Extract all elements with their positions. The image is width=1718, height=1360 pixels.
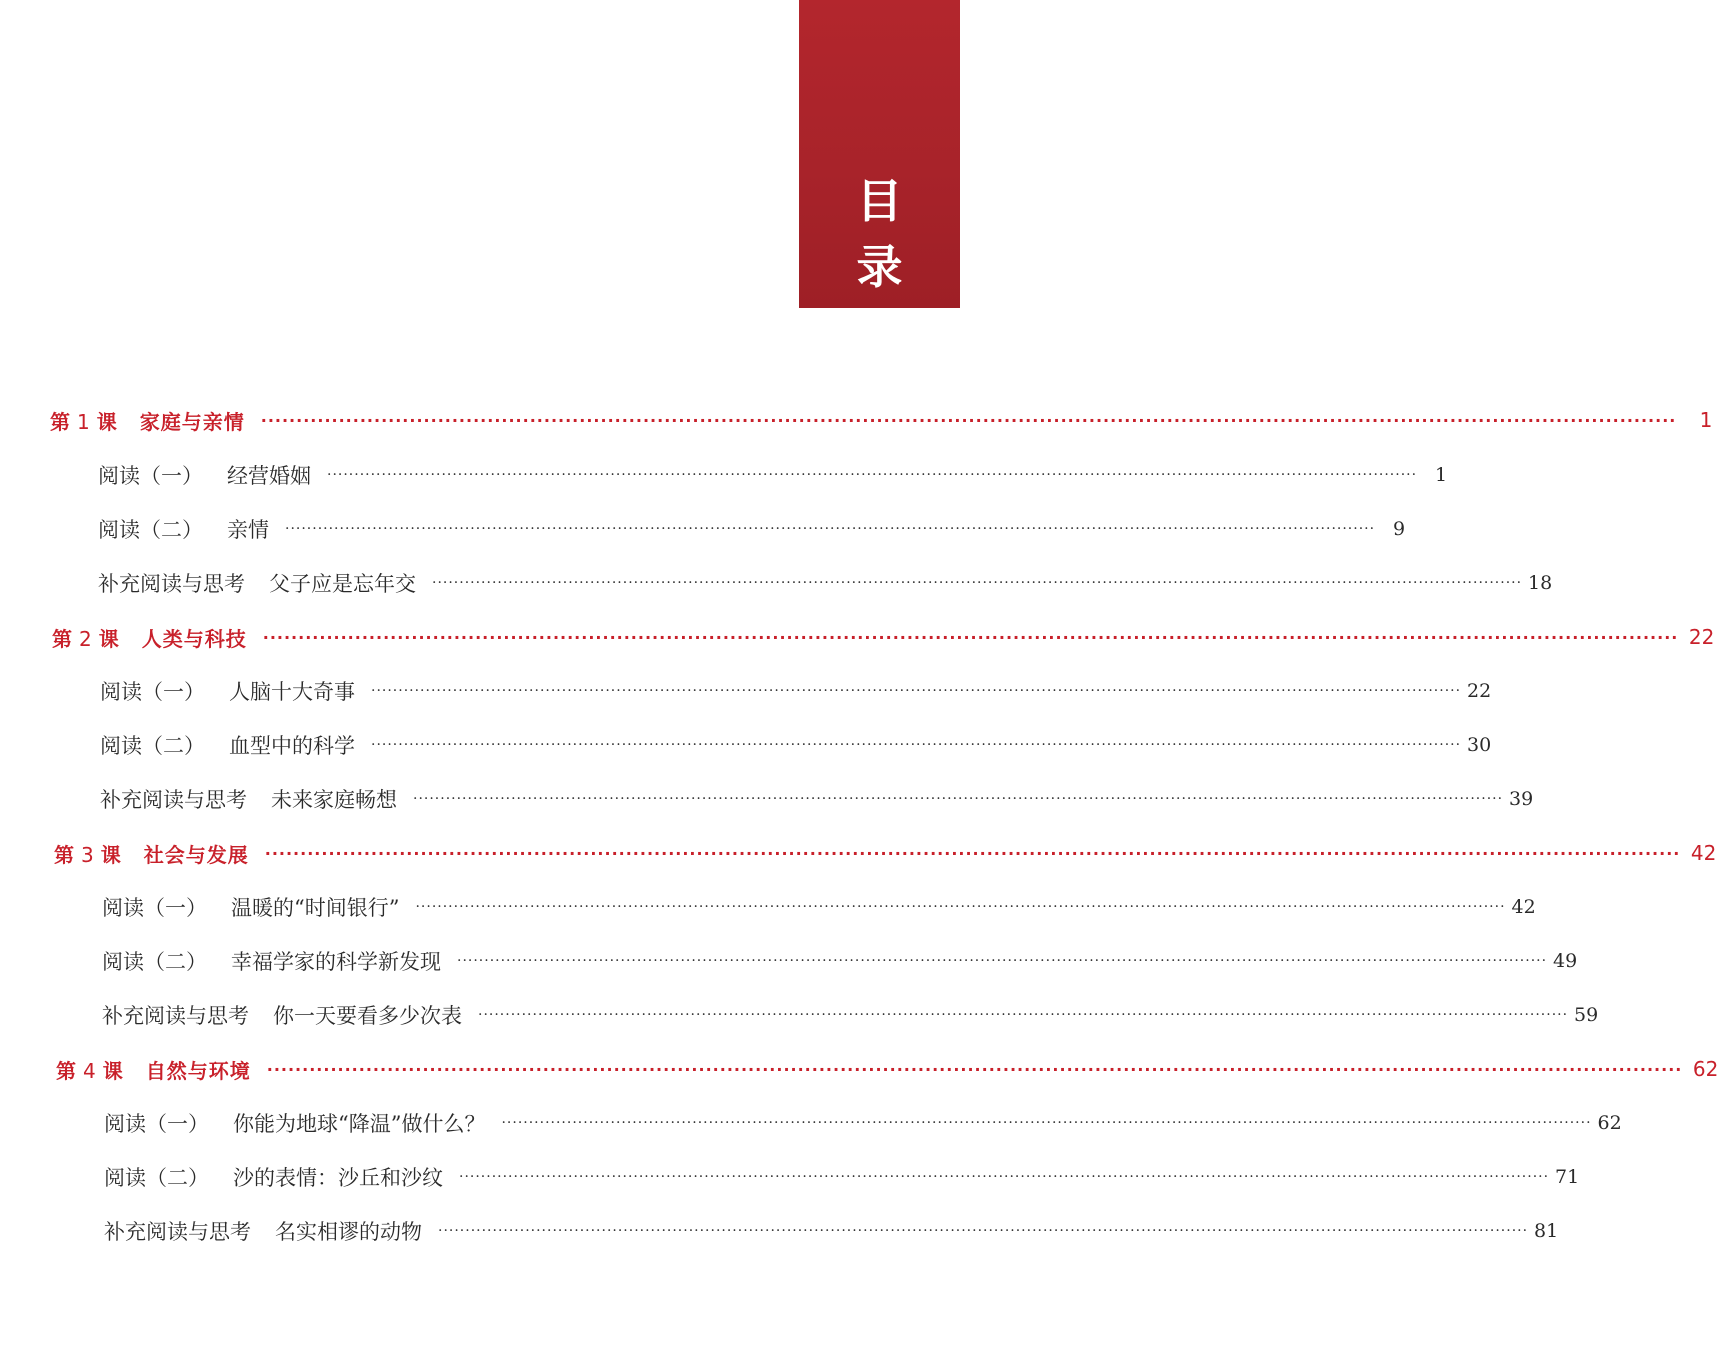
entry-title: 亲情 [227, 518, 269, 542]
entry-heading [104, 1162, 443, 1192]
dot-leader: ········································································································································································································ [501, 1115, 1592, 1131]
entry-title: 你能为地球“降温”做什么？ [233, 1112, 486, 1136]
toc-lesson-row[interactable] [54, 836, 1717, 870]
entry-title: 人脑十大奇事 [229, 680, 355, 704]
toc-entry-row[interactable] [100, 782, 1534, 816]
lesson-prefix: 第 [52, 626, 73, 651]
entry-title: 未来家庭畅想 [271, 788, 397, 812]
toc-entry-row[interactable] [104, 1160, 1580, 1194]
toc-entry-row[interactable] [100, 728, 1492, 762]
lesson-suffix: 课 [102, 1058, 124, 1083]
page-number: 22 [1688, 625, 1715, 649]
page-number: 1 [1434, 464, 1448, 486]
entry-heading [100, 730, 355, 760]
entry-heading [98, 460, 311, 490]
page-number: 39 [1509, 788, 1534, 810]
entry-label: 阅读（一） [100, 680, 205, 704]
toc-lesson-row[interactable] [52, 620, 1715, 654]
entry-heading [100, 676, 355, 706]
entry-heading [98, 514, 269, 544]
page-number: 30 [1467, 734, 1492, 756]
entry-heading [102, 946, 441, 976]
dot-leader: ········································································································································································································ [260, 410, 1677, 430]
entry-title: 沙的表情：沙丘和沙纹 [233, 1166, 443, 1190]
entry-label: 阅读（一） [98, 464, 203, 488]
page-number: 81 [1534, 1220, 1559, 1242]
page-number: 62 [1597, 1112, 1622, 1134]
lesson-prefix: 第 [50, 409, 71, 434]
entry-title: 血型中的科学 [229, 734, 355, 758]
entry-heading [102, 1000, 462, 1030]
entry-label: 阅读（一） [102, 896, 207, 920]
lesson-prefix: 第 [54, 842, 75, 867]
dot-leader: ········································································································································································································ [478, 1007, 1569, 1023]
lesson-title: 自然与环境 [145, 1058, 251, 1083]
entry-title: 经营婚姻 [227, 464, 311, 488]
page-number: 22 [1467, 680, 1492, 702]
toc-entry-row[interactable] [102, 944, 1578, 978]
entry-label: 补充阅读与思考 [102, 1004, 249, 1028]
page-title: 目 录 [856, 174, 903, 294]
toc-entry-row[interactable] [100, 674, 1492, 708]
lesson-prefix: 第 [56, 1058, 77, 1083]
dot-leader: ········································································································································································································ [327, 467, 1418, 483]
entry-title: 幸福学家的科学新发现 [231, 950, 441, 974]
dot-leader: ········································································································································································································ [266, 1059, 1683, 1079]
entry-label: 阅读（二） [98, 518, 203, 542]
lesson-title: 人类与科技 [141, 626, 247, 651]
toc-entry-row[interactable] [98, 458, 1448, 492]
lesson-heading [56, 1055, 251, 1084]
entry-label: 补充阅读与思考 [98, 572, 245, 596]
entry-label: 补充阅读与思考 [104, 1220, 251, 1244]
lesson-heading [54, 839, 249, 868]
dot-leader: ········································································································································································································ [457, 953, 1548, 969]
lesson-suffix: 课 [98, 626, 120, 651]
lesson-heading [52, 623, 247, 652]
entry-heading [98, 568, 416, 598]
page-number: 49 [1553, 950, 1578, 972]
toc-entry-row[interactable] [98, 512, 1406, 546]
entry-label: 阅读（二） [104, 1166, 209, 1190]
lesson-suffix: 课 [100, 842, 122, 867]
dot-leader: ········································································································································································································ [432, 575, 1523, 591]
dot-leader: ········································································································································································································ [413, 791, 1504, 807]
page-number: 18 [1528, 572, 1553, 594]
lesson-heading [50, 406, 245, 435]
entry-label: 阅读（二） [100, 734, 205, 758]
dot-leader: ········································································································································································································ [438, 1223, 1529, 1239]
entry-title: 你一天要看多少次表 [273, 1004, 462, 1028]
entry-label: 阅读（一） [104, 1112, 209, 1136]
dot-leader: ········································································································································································································ [262, 627, 1679, 647]
entry-heading [104, 1108, 485, 1138]
page-number: 59 [1574, 1004, 1599, 1026]
entry-label: 补充阅读与思考 [100, 788, 247, 812]
dot-leader: ········································································································································································································ [285, 521, 1376, 537]
dot-leader: ········································································································································································································ [371, 737, 1462, 753]
toc-entry-row[interactable] [102, 890, 1536, 924]
toc-entry-row[interactable] [98, 566, 1553, 600]
page-number: 42 [1690, 841, 1717, 865]
page-number: 1 [1699, 408, 1713, 432]
page-number: 62 [1692, 1057, 1718, 1081]
page-number: 71 [1555, 1166, 1580, 1188]
lesson-title: 家庭与亲情 [139, 409, 245, 434]
toc-lesson-row[interactable] [50, 403, 1713, 437]
toc-entry-row[interactable] [102, 998, 1599, 1032]
page-number: 9 [1392, 518, 1406, 540]
dot-leader: ········································································································································································································ [459, 1169, 1550, 1185]
entry-heading [102, 892, 399, 922]
lesson-number: 3 [81, 842, 95, 867]
lesson-suffix: 课 [96, 409, 118, 434]
entry-heading [104, 1216, 422, 1246]
page-number: 42 [1511, 896, 1536, 918]
entry-title: 父子应是忘年交 [269, 572, 416, 596]
entry-label: 阅读（二） [102, 950, 207, 974]
entry-title: 温暖的“时间银行” [231, 896, 400, 920]
toc-entry-row[interactable] [104, 1106, 1622, 1140]
toc-entry-row[interactable] [104, 1214, 1559, 1248]
toc-lesson-row[interactable] [56, 1052, 1718, 1086]
dot-leader: ········································································································································································································ [264, 843, 1681, 863]
entry-title: 名实相谬的动物 [275, 1220, 422, 1244]
lesson-number: 4 [83, 1058, 97, 1083]
lesson-title: 社会与发展 [143, 842, 249, 867]
lesson-number: 1 [77, 409, 91, 434]
lesson-number: 2 [79, 626, 93, 651]
dot-leader: ········································································································································································································ [371, 683, 1462, 699]
dot-leader: ········································································································································································································ [415, 899, 1506, 915]
entry-heading [100, 784, 397, 814]
